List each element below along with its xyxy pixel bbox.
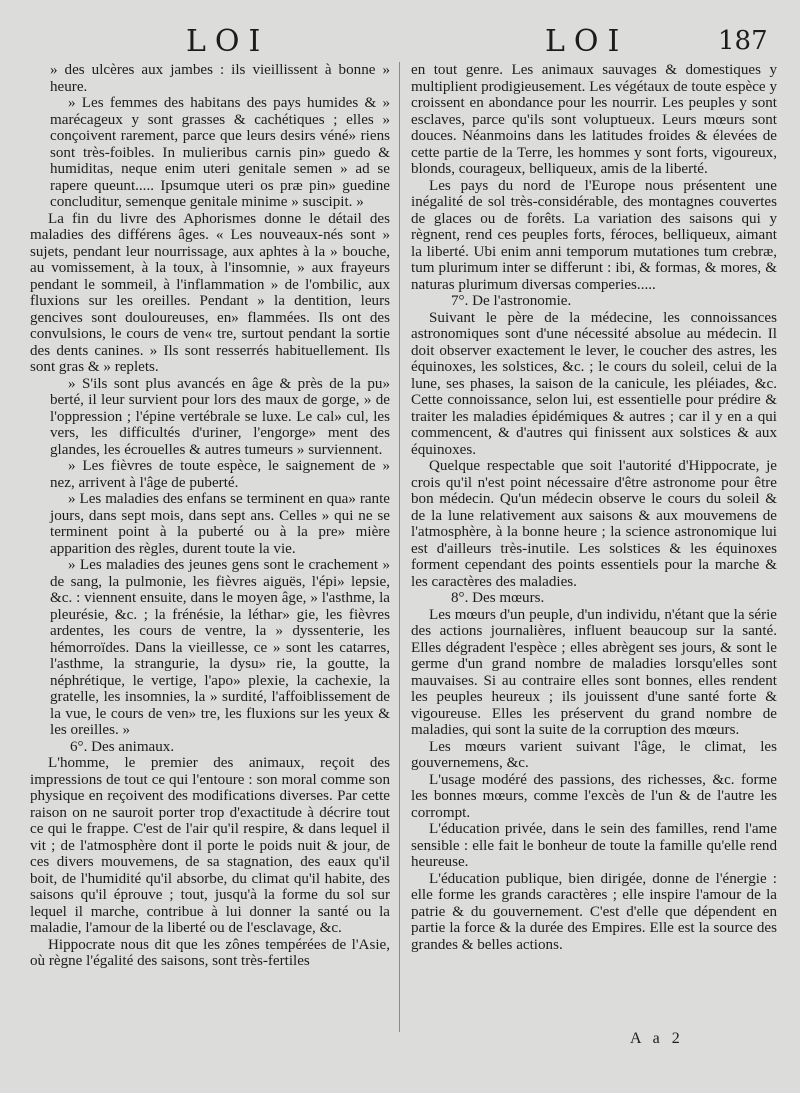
right-column-paragraph: 8°. Des mœurs. (451, 590, 545, 606)
running-head-right: LOI (545, 24, 629, 59)
running-header (0, 22, 800, 62)
left-column-paragraph: » Les maladies des jeunes gens sont le crachement » de sang, la pulmonie, les fièvres aiguës, l'épi» lepsie, &c. : viennent ensuite, dans le moyen âge, » l'asthme, la pleurésie, &c. ; la frénésie, la léthar» gie, les fièvres ardentes, les cours de ventre, la » dyssenterie, les hémorroïdes. Dans la vieillesse, ce » sont les catarres, l'asthme, la strangurie, la dysu» rie, la goutte, la néphrétique, le vertige, l'apo» plexie, la cachexie, la gratelle, les insomnies, la » surdité, l'affoiblissement de la vue, le cours de ven» tre, les fluxions sur les yeux & les oreilles. » (50, 557, 390, 738)
right-column-paragraph: Suivant le père de la médecine, les connoissances astronomiques sont d'une nécessité absolue au médecin. Il doit observer exactement le lever, le coucher des astres, les équinoxes, les solstices, &c. ; le cours du soleil, celui de la lune, ses phases, la saison de la canicule, les pléiades, &c. Cette connoissance, selon lui, est essentielle pour prédire & traiter les maladies épidémiques & autres ; car il y en a qui commencent, & d'autres qui finissent aux solstices & aux équinoxes. (411, 309, 777, 458)
page-number: 187 (718, 26, 768, 56)
right-text-column (411, 62, 777, 953)
column-divider (399, 62, 400, 1032)
left-column-paragraph: 6°. Des animaux. (70, 738, 175, 755)
running-head-left: LOI (186, 24, 270, 59)
left-column-paragraph: » Les fièvres de toute espèce, le saignement de » nez, arrivent à l'âge de puberté. (50, 458, 390, 491)
right-column-paragraph: Les pays du nord de l'Europe nous présentent une inégalité de sol très-considérable, des montagnes couvertes de glaces ou de forêts. La variation des saisons qui y règnent, rend ces peuples forts, féroces, belliqueux, aimant la liberté. Ubi enim anni temporum mutationes tum crebræ, tum plurimum inter se differunt : ibi, & formas, & mores, & naturas plurimum diversas comperies..... (411, 177, 777, 293)
left-column-paragraph: » S'ils sont plus avancés en âge & près de la pu» berté, il leur survient pour lors des maux de gorge, » de l'oppression ; l'épine vertébrale se luxe. Le cal» cul, les vers, les difficultés d'uriner, l'engorge» ment des glandes, les écrouelles & autres tumeurs » surviennent. (50, 375, 390, 458)
right-column-paragraph: L'éducation privée, dans le sein des familles, rend l'ame sensible : elle fait le bonheur de toute la famille qu'elle rend heureuse. (411, 821, 777, 870)
right-column-paragraph: Quelque respectable que soit l'autorité d'Hippocrate, je crois qu'il n'est point nécessaire d'être astronome pour être bon médecin. Qu'un médecin observe le cours du soleil & de la lune relativement aux saisons & aux mouvemens de l'atmosphère, à la bonne heure ; la science astronomique lui est d'ailleurs très-inutile. Les solstices & les équinoxes forment cependant des points essentiels pour la marche & les caractères des maladies. (411, 458, 777, 590)
right-column-paragraph: L'éducation publique, bien dirigée, donne de l'énergie : elle forme les grands caractères ; elle inspire l'amour de la patrie & du gouvernement. C'est d'elle que dépendent en partie la force & la durée des Empires. Elle est la source des grandes & belles actions. (411, 870, 777, 953)
right-column-paragraph: Les mœurs varient suivant l'âge, le climat, les gouvernemens, &c. (411, 738, 777, 771)
right-column-paragraph: en tout genre. Les animaux sauvages & domestiques y multiplient prodigieusement. Les végétaux de toute espèce y croissent en abondance pour les nourrir. Les peuples y sont esclaves, parce qu'ils sont voluptueux. Leurs mœurs sont douces. Néanmoins dans les latitudes froides & élevées de cette partie de la Terre, les hommes y sont forts, vigoureux, blonds, courageux, belliqueux, amis de la liberté. (411, 62, 777, 177)
right-column-paragraph: Les mœurs d'un peuple, d'un individu, n'étant que la série des actions journalières, influent beaucoup sur la santé. Elles dégradent l'espèce ; elles abrègent ses jours, & sont le germe d'un grand nombre de maladies lorsqu'elles sont mauvaises. Si au contraire elles sont bonnes, elles rendent les peuples heureux ; ils jouissent d'une santé forte & vigoureuse. Elles les préservent du grand nombre de maladies, qui sont la suite de la corruption des mœurs. (411, 606, 777, 738)
left-column-paragraph: » des ulcères aux jambes : ils vieillissent à bonne » heure. (50, 62, 390, 95)
left-text-column (30, 62, 390, 970)
left-column-paragraph: L'homme, le premier des animaux, reçoit des impressions de tout ce qui l'entoure : son moral comme son physique en reçoivent des modifications diverses. Par cette raison on ne sauroit porter trop d'exactitude à décrire tout ce qui le frappe. C'est de l'air qu'il respire, & dans lequel il vit ; de l'atmosphère dont il porte le poids nuit & jour, de ces divers mouvemens, de sa stagnation, des eaux qu'il boit, de l'humidité qu'il absorbe, du climat qu'il habite, des saisons qu'il éprouve ; tout, jusqu'à la forme du sol sur lequel il marche, contribue à lui donner la santé ou la maladie, l'amour de la liberté ou de l'esclavage, &c. (30, 755, 390, 936)
left-column-paragraph: Hippocrate nous dit que les zônes tempérées de l'Asie, où règne l'égalité des saisons, sont très-fertiles (30, 936, 390, 969)
left-column-paragraph: La fin du livre des Aphorismes donne le détail des maladies des différens âges. « Les nouveaux-nés sont » sujets, pendant leur nourrissage, aux aphtes à la » bouche, au vomissement, à la toux, à l'insomnie, » aux frayeurs pendant le sommeil, à l'inflammation » de l'ombilic, aux fluxions sur les oreilles. Pendant » la dentition, leurs gencives sont douloureuses, en» flammées. Ils ont des convulsions, le cours de ven« tre, surtout pendant la sortie des dents canines. » Ils sont resserrés habituellement. Ils sont gras & » replets. (30, 210, 390, 375)
left-column-paragraph: » Les maladies des enfans se terminent en qua» rante jours, dans sept mois, dans sept ans. Celles » qui ne se terminent point à la puberté ou à la pre» mière apparition des règles, durent toute la vie. (50, 491, 390, 557)
right-column-paragraph: 7°. De l'astronomie. (451, 293, 572, 309)
right-column-paragraph: L'usage modéré des passions, des richesses, &c. forme les bonnes mœurs, comme l'excès de l'un & de l'autre les corrompt. (411, 771, 777, 821)
signature-mark: A a 2 (630, 1030, 684, 1047)
left-column-paragraph: » Les femmes des habitans des pays humides & » marécageux y sont grasses & cachétiques ; elles » conçoivent rarement, parce que leurs desirs véné» riens sont très-foibles. In mulieribus carnis pin» guedo & humiditas, neque enim uteri genitale semen » ad se rapere queunt..... Ipsumque uteri os præ pin» guedine concluditur, semenque genitale minime » suscipit. » (50, 95, 390, 210)
